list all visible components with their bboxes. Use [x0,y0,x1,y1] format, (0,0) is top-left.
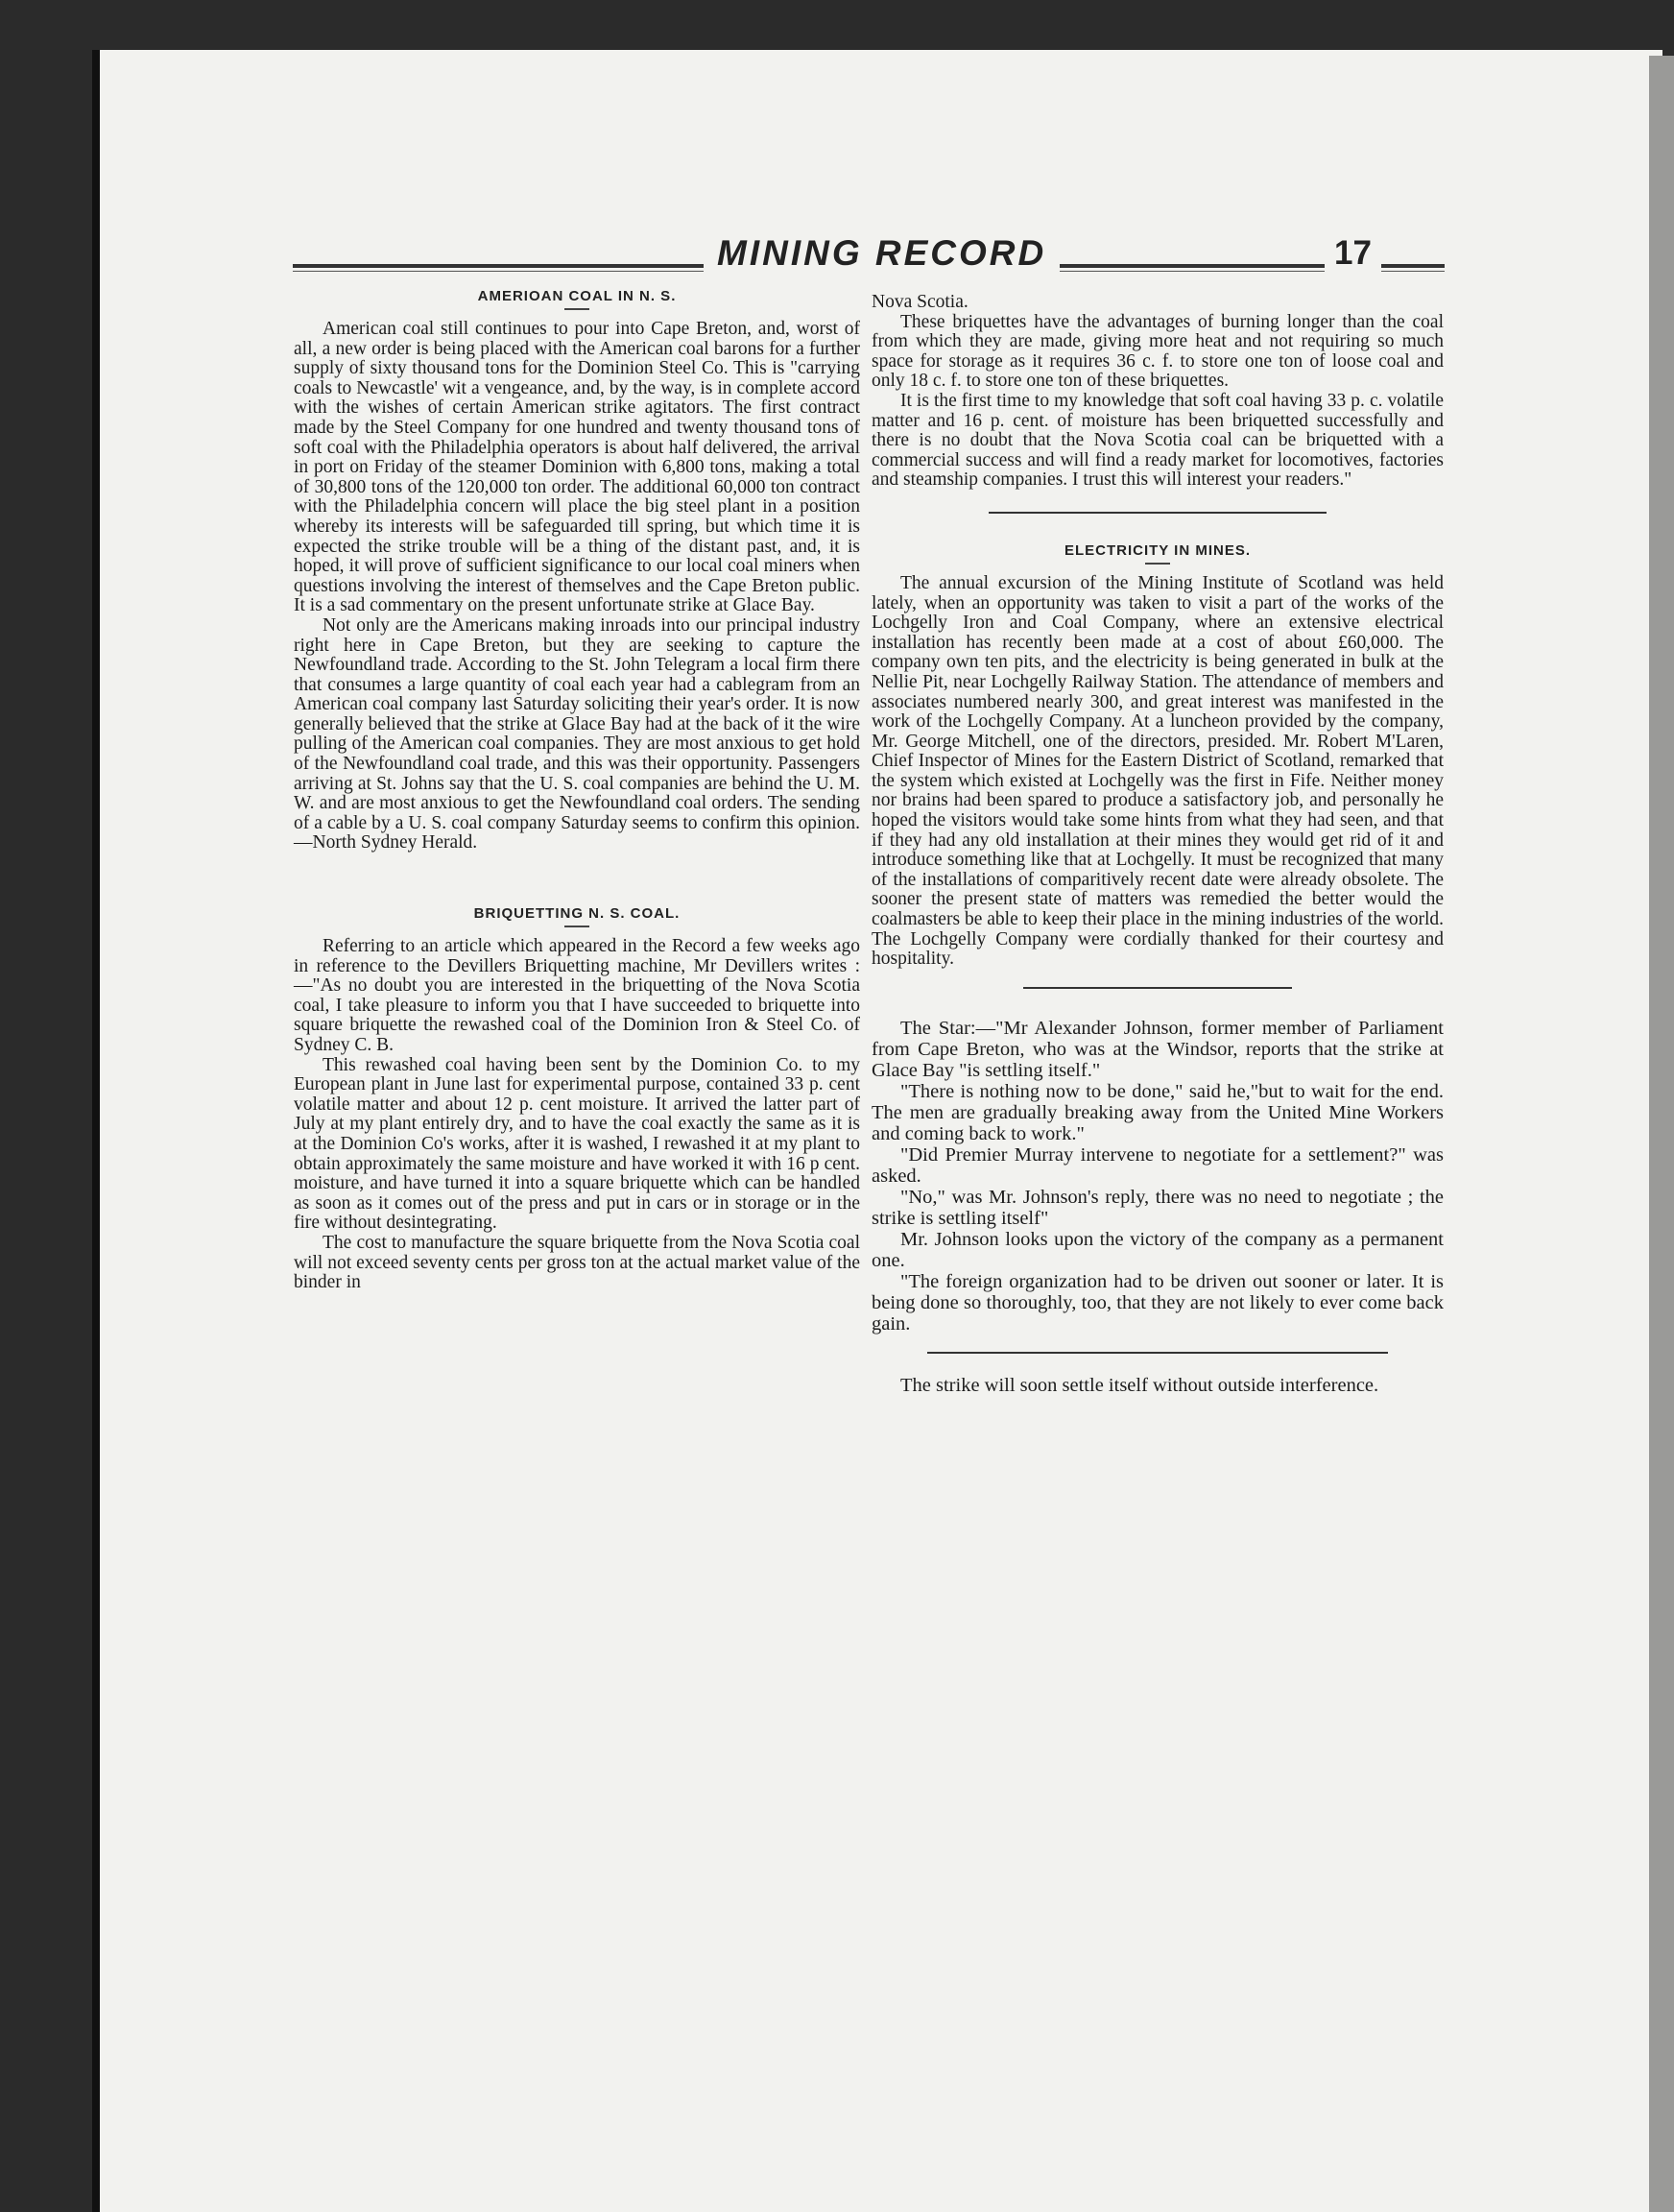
article-body [294,320,860,854]
right-column [872,293,1444,1396]
section-rule [989,512,1327,514]
heading-dash [564,308,589,310]
left-column [294,288,860,1293]
paragraph: "Did Premier Murray intervene to negotiate for a settlement?" was asked. [872,1143,1444,1187]
section-rule [927,1352,1388,1354]
paragraph: Mr. Johnson looks upon the victory of the company as a permanent one. [872,1228,1444,1271]
article-electricity [872,542,1444,970]
section-rule [1023,987,1292,989]
paragraph: This rewashed coal having been sent by the Dominion Co. to my European plant in June last for experimental purpose, contained 33 p. cent volatile matter and about 12 p. cent moisture. It arrived the latter part of July at my plant entirely dry, and to have the coal exactly the same as it is at the Dominion Co's works, after it is washed, I rewashed it at my plant to obtain approximately the same moisture and have worked it with 16 p cent. moisture, and have turned it into a square briquette which can be handled as soon as it comes out of the press and put in cars or in storage or in the fire without desintegrating. [294,1054,860,1234]
article-body [294,937,860,1293]
article-star-johnson [872,1018,1444,1334]
page-number: 17 [1325,232,1381,275]
article-body [872,1375,1444,1396]
paragraph: It is the first time to my knowledge that soft coal having 33 p. c. volatile matter and 16 p. cent. of moisture has been briquetted successfully and there is no doubt that the Nova Scotia coal can be briquetted with a commercial success and will find a ready market for locomotives, factories and steamship companies. I trust this will interest your readers." [872,390,1444,491]
paragraph: "There is nothing now to be done," said he,"but to wait for the end. The men are gradually breaking away from the United Mine Workers and coming back to work." [872,1080,1444,1144]
paragraph: The cost to manufacture the square briquette from the Nova Scotia coal will not exceed seventy cents per gross ton at the actual market value of the binder in [294,1232,860,1293]
page-edge [1649,56,1674,2212]
article-body [872,574,1444,970]
article-briquetting [294,905,860,1293]
paragraph: Not only are the Americans making inroads into our principal industry right here in Cape Breton, but they are seeking to capture the Newfoundland trade. According to the St. John Telegram a local firm there that consumes a large quantity of coal each year had a cablegram from an American coal company last Saturday soliciting their year's order. It is now generally believed that the strike at Glace Bay had at the back of it the wire pulling of the American coal companies. They are most anxious to get hold of the Newfoundland coal trade, and this was their opportunity. Passengers arriving at St. Johns say that the U. S. coal companies are behind the U. M. W. and are most anxious to get the Newfoundland coal orders. The sending of a cable by a U. S. coal company Saturday seems to confirm this opinion.—North Sydney Herald. [294,614,860,854]
heading-dash [1145,563,1170,565]
paragraph: "No," was Mr. Johnson's reply, there was no need to negotiate ; the strike is settling itself" [872,1186,1444,1229]
running-header [293,232,1445,276]
article-body [872,1018,1444,1334]
paragraph: The Star:—"Mr Alexander Johnson, former member of Parliament from Cape Breton, who was at the Windsor, reports that the strike at Glace Bay "is settling itself." [872,1017,1444,1081]
paragraph: The strike will soon settle itself without outside interference. [900,1374,1379,1396]
paragraph: These briquettes have the advantages of burning longer than the coal from which they are made, giving more heat and not requiring so much space for storage as it requires 36 c. f. to store one ton of loose coal and only 18 c. f. to store one ton of these briquettes. [872,311,1444,392]
article-heading: ELECTRICITY IN MINES. [1064,541,1252,559]
article-heading: AMERIOAN COAL IN N. S. [477,288,677,304]
paragraph: Referring to an article which appeared in the Record a few weeks ago in reference to the Devillers Briquetting machine, Mr Devillers writes :—"As no doubt you are interested in the briquetting of the Nova Scotia coal, I take pleasure to inform you that I have succeeded to briquette into square briquette the rewashed coal of the Dominion Iron & Steel Co. of Sydney C. B. [294,936,860,1055]
article-body-continued [872,293,1444,491]
paragraph: The annual excursion of the Mining Institute of Scotland was held lately, when an opportunity was taken to visit a part of the works of the Lochgelly Iron and Coal Company, where an extensive electrical installation has recently been made at a cost of about £60,000. The company own ten pits, and the electricity is being generated in bulk at the Nellie Pit, near Lochgelly Railway Station. The attendance of members and associates numbered nearly 300, and great interest was manifested in the work of the Lochgelly Company. At a luncheon provided by the company, Mr. George Mitchell, one of the directors, presided. Mr. Robert M'Laren, Chief Inspector of Mines for the Eastern District of Scotland, remarked that the system which existed at Lochgelly was the first in Fife. Neither money nor brains had been spared to produce a satisfactory job, and personally he hoped the visitors would take some hints from what they had seen, and that if they had any old installation at their mines they would get rid of it and introduce something like that at Lochgelly. It must be recognized that many of the installations of comparitively recent date were already obsolete. The sooner the present state of matters was remedied the better would the coalmasters be able to keep their place in the mining industries of the world. The Lochgelly Company were cordially thanked for their courtesy and hospitality. [872,572,1444,970]
paragraph: American coal still continues to pour into Cape Breton, and, worst of all, a new order is being placed with the American coal barons for a further supply of sixty thousand tons for the Dominion Steel Co. This is "carrying coals to Newcastle' wit a vengeance, and, by the way, is in complete accord with the wishes of certain American strike agitators. The first contract made by the Steel Company for one hundred and twenty thousand tons of soft coal with the Philadelphia operators is about half delivered, the arrival in port on Friday of the steamer Dominion with 6,800 tons, making a total of 30,800 tons of the 120,000 ton order. The additional 60,000 ton contract with the Philadelphia concern will place the big steel plant in a position whereby its interests will be safeguarded till spring, but which time it is expected the strike trouble will be a thing of the distant past, and, it is hoped, it will prove of sufficient significance to our local coal miners when questions involving the interest of themselves and the Cape Breton public. It is a sad commentary on the present unfortunate strike at Glace Bay. [294,319,860,616]
paragraph: Nova Scotia. [872,292,969,312]
article-strike-note [872,1375,1444,1396]
heading-dash [564,926,589,927]
publication-title: MINING RECORD [704,232,1060,275]
article-heading: BRIQUETTING N. S. COAL. [473,905,681,923]
paragraph: "The foreign organization had to be driven out sooner or later. It is being done so thoroughly, too, that they are not likely to ever come back gain. [872,1270,1444,1334]
article-american-coal [294,288,860,854]
